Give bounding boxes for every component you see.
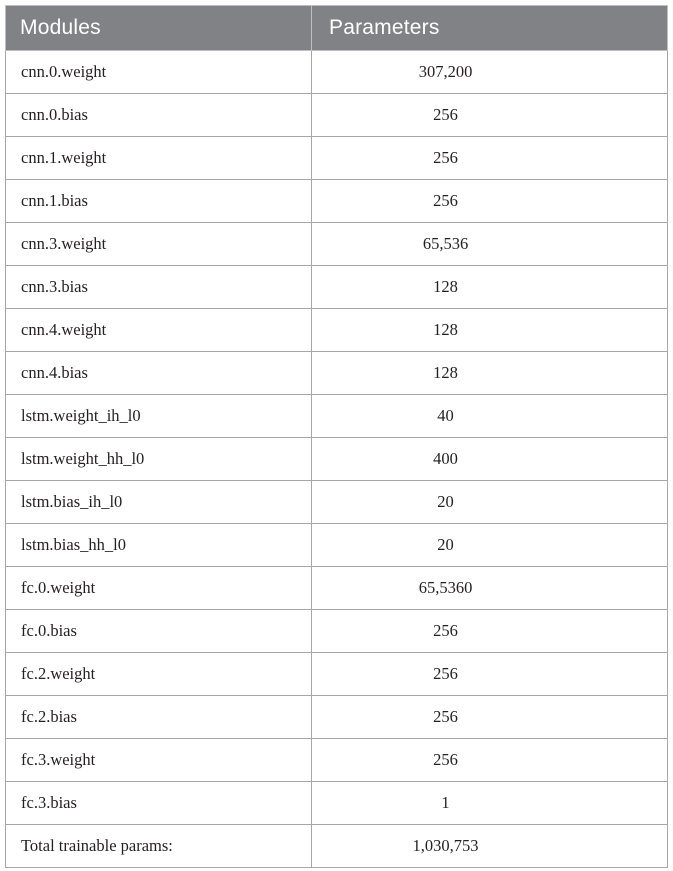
parameter-count-cell: 256 xyxy=(312,696,668,739)
module-name-cell: cnn.1.bias xyxy=(6,180,312,223)
parameter-count-cell: 256 xyxy=(312,653,668,696)
parameter-count-cell: 400 xyxy=(312,438,668,481)
module-name-cell: cnn.4.bias xyxy=(6,352,312,395)
module-name-cell: cnn.4.weight xyxy=(6,309,312,352)
table-row xyxy=(6,180,668,223)
module-name-cell: lstm.weight_hh_l0 xyxy=(6,438,312,481)
module-name-cell: lstm.bias_hh_l0 xyxy=(6,524,312,567)
table-row xyxy=(6,266,668,309)
header-parameters: Parameters xyxy=(312,6,668,51)
parameter-count-cell: 65,536 xyxy=(312,223,668,266)
parameter-count-cell: 256 xyxy=(312,739,668,782)
table-row xyxy=(6,610,668,653)
parameters-table-container xyxy=(5,5,667,868)
module-name-cell: fc.3.weight xyxy=(6,739,312,782)
module-name-cell: fc.0.bias xyxy=(6,610,312,653)
table-row xyxy=(6,438,668,481)
parameter-count-cell: 128 xyxy=(312,266,668,309)
table-row xyxy=(6,653,668,696)
table-row xyxy=(6,223,668,266)
module-name-cell: fc.2.weight xyxy=(6,653,312,696)
module-name-cell: cnn.0.weight xyxy=(6,51,312,94)
parameter-count-cell: 256 xyxy=(312,610,668,653)
module-name-cell: lstm.weight_ih_l0 xyxy=(6,395,312,438)
module-name-cell: cnn.3.weight xyxy=(6,223,312,266)
module-name-cell: cnn.1.weight xyxy=(6,137,312,180)
parameter-count-cell: 1 xyxy=(312,782,668,825)
table-row xyxy=(6,696,668,739)
parameter-count-cell: 1,030,753 xyxy=(312,825,668,868)
parameter-count-cell: 20 xyxy=(312,524,668,567)
module-name-cell: lstm.bias_ih_l0 xyxy=(6,481,312,524)
module-name-cell: fc.2.bias xyxy=(6,696,312,739)
table-row xyxy=(6,782,668,825)
module-name-cell: Total trainable params: xyxy=(6,825,312,868)
table-row xyxy=(6,309,668,352)
parameter-count-cell: 128 xyxy=(312,352,668,395)
parameter-count-cell: 256 xyxy=(312,180,668,223)
parameter-count-cell: 128 xyxy=(312,309,668,352)
table-row xyxy=(6,524,668,567)
table-row xyxy=(6,481,668,524)
table-row xyxy=(6,567,668,610)
module-name-cell: fc.3.bias xyxy=(6,782,312,825)
header-modules: Modules xyxy=(6,6,312,51)
table-row xyxy=(6,51,668,94)
total-row xyxy=(6,825,668,868)
parameter-count-cell: 307,200 xyxy=(312,51,668,94)
parameter-count-cell: 256 xyxy=(312,94,668,137)
table-row xyxy=(6,352,668,395)
parameter-count-cell: 40 xyxy=(312,395,668,438)
module-name-cell: fc.0.weight xyxy=(6,567,312,610)
table-body xyxy=(6,51,668,868)
module-name-cell: cnn.0.bias xyxy=(6,94,312,137)
table-row xyxy=(6,395,668,438)
table-row xyxy=(6,94,668,137)
table-header xyxy=(6,6,668,51)
parameter-count-cell: 65,5360 xyxy=(312,567,668,610)
module-name-cell: cnn.3.bias xyxy=(6,266,312,309)
parameter-count-cell: 20 xyxy=(312,481,668,524)
header-row xyxy=(6,6,668,51)
parameter-count-cell: 256 xyxy=(312,137,668,180)
parameters-table xyxy=(5,5,668,868)
table-row xyxy=(6,137,668,180)
table-row xyxy=(6,739,668,782)
